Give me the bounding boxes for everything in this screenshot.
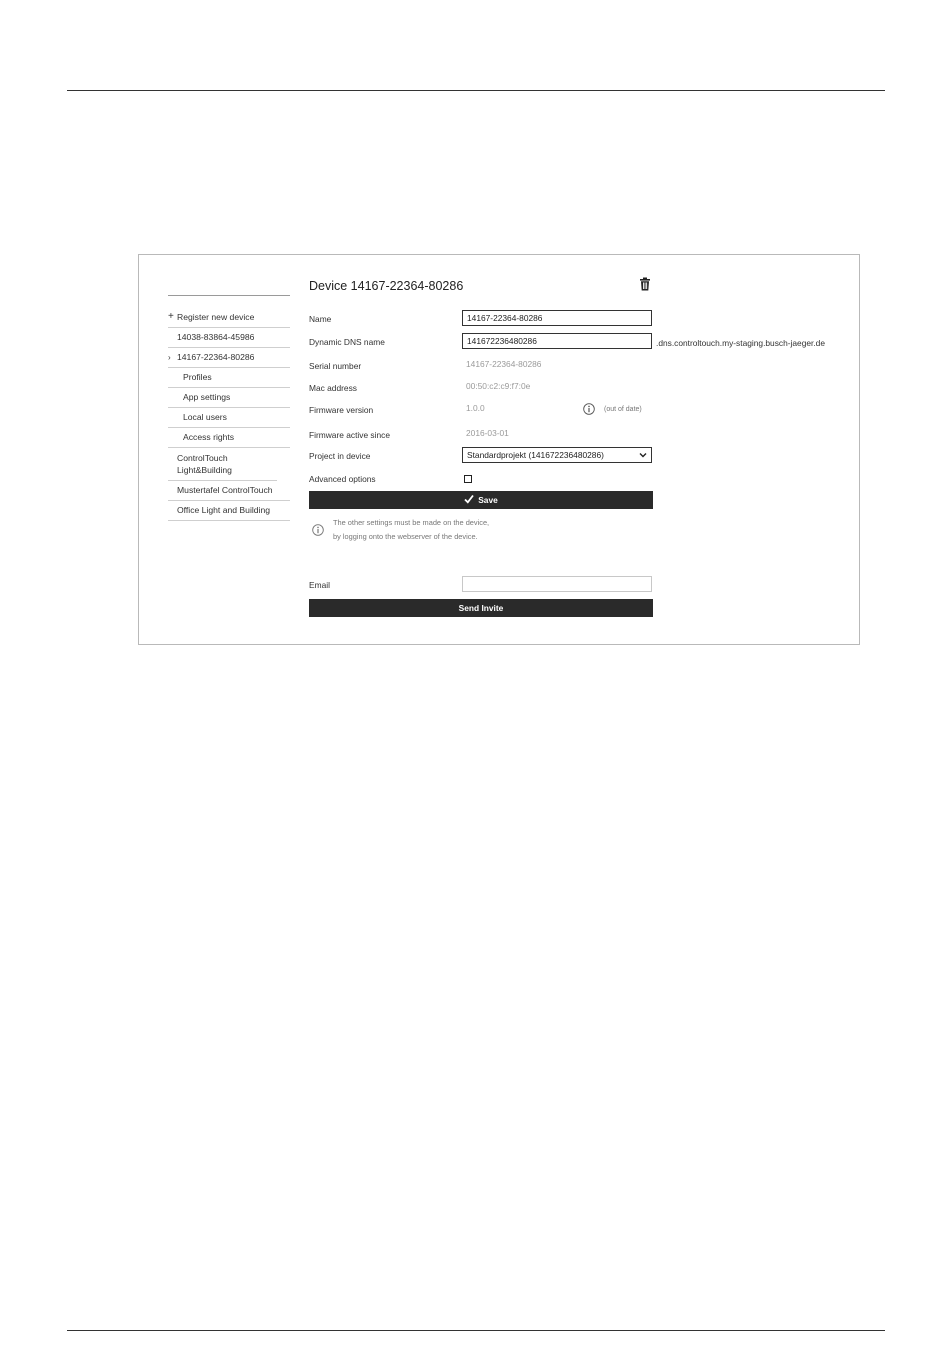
sidebar-item-access-rights[interactable] [168, 428, 290, 448]
sidebar-item-label: Local users [183, 412, 227, 422]
info-icon [312, 524, 324, 536]
firmware-label: Firmware version [309, 405, 374, 415]
sidebar-item-office-light[interactable] [168, 501, 290, 521]
dns-suffix: .dns.controltouch.my-staging.busch-jaeger.de [656, 338, 825, 348]
sidebar-item-label: ControlTouch Light&Building [177, 453, 232, 475]
firmware-since-label: Firmware active since [309, 430, 390, 440]
help-text [333, 516, 489, 544]
send-invite-button-label: Send Invite [458, 603, 504, 613]
dns-input[interactable] [462, 333, 652, 349]
sidebar-item-label: Access rights [183, 432, 235, 442]
sidebar-item-label: 14038-83864-45986 [177, 332, 255, 342]
checkmark-icon [464, 494, 474, 504]
name-label: Name [309, 314, 332, 324]
page-header-rule [67, 90, 885, 91]
sidebar-item-label: Mustertafel ControlTouch [177, 485, 273, 495]
email-input[interactable] [462, 576, 652, 592]
device-detail-panel [309, 255, 849, 644]
sidebar-divider [168, 295, 290, 296]
sidebar-item-controltouch-lightbuilding[interactable] [168, 448, 277, 481]
project-select-value: Standardprojekt (141672236480286) [467, 450, 604, 460]
sidebar-item-label: App settings [183, 392, 231, 402]
serial-label: Serial number [309, 361, 362, 371]
page-title: Device 14167-22364-80286 [309, 279, 464, 293]
save-button-label: Save [478, 495, 498, 505]
mac-value: 00:50:c2:c9:f7:0e [466, 381, 531, 391]
sidebar-item-local-users[interactable] [168, 408, 290, 428]
firmware-status: (out of date) [604, 406, 642, 413]
email-label: Email [309, 580, 330, 590]
sidebar-item-label: Profiles [183, 372, 212, 382]
project-label: Project in device [309, 451, 371, 461]
serial-value: 14167-22364-80286 [466, 359, 542, 369]
sidebar-item-profiles[interactable] [168, 368, 290, 388]
sidebar-item-device-14038[interactable] [168, 328, 290, 348]
trash-icon[interactable] [639, 277, 651, 291]
sidebar-item-label: Office Light and Building [177, 505, 271, 515]
sidebar [168, 295, 290, 521]
info-icon[interactable] [583, 403, 595, 415]
help-text-line: by logging onto the webserver of the device. [333, 532, 478, 541]
chevron-right-icon: › [168, 353, 171, 362]
dns-label: Dynamic DNS name [309, 337, 385, 347]
screenshot-frame [138, 254, 860, 645]
advanced-options-label: Advanced options [309, 474, 376, 484]
chevron-down-icon [639, 451, 647, 459]
sidebar-item-device-14167[interactable] [168, 348, 290, 368]
firmware-since-value: 2016-03-01 [466, 428, 509, 438]
project-select[interactable] [462, 447, 652, 463]
name-input[interactable] [462, 310, 652, 326]
advanced-options-checkbox[interactable] [464, 475, 472, 483]
help-text-line: The other settings must be made on the device, [333, 518, 490, 527]
sidebar-item-register-new-device[interactable] [168, 308, 290, 328]
sidebar-item-app-settings[interactable] [168, 388, 290, 408]
mac-label: Mac address [309, 383, 357, 393]
sidebar-item-label: Register new device [177, 312, 255, 322]
save-button[interactable] [309, 491, 653, 509]
sidebar-item-label: 14167-22364-80286 [177, 352, 255, 362]
plus-icon: + [168, 311, 174, 322]
send-invite-button[interactable] [309, 599, 653, 617]
sidebar-item-mustertafel[interactable] [168, 481, 290, 501]
firmware-value: 1.0.0 [466, 403, 485, 413]
page-footer-rule [67, 1330, 885, 1331]
